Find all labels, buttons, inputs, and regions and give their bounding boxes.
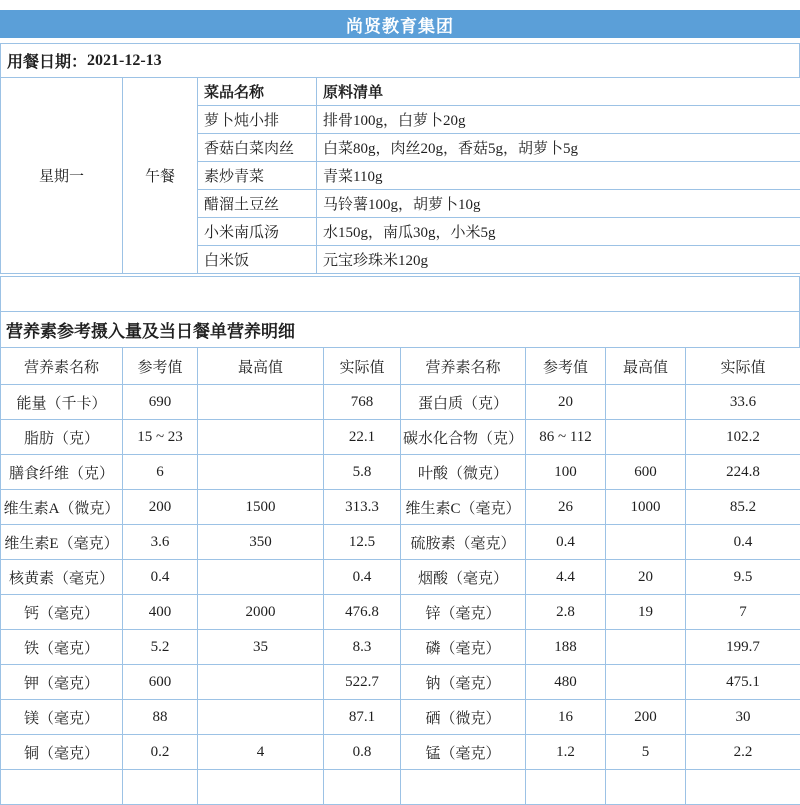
reference-value-cell: 26	[526, 490, 606, 525]
max-value-cell: 4	[198, 735, 324, 770]
max-value-cell	[606, 385, 686, 420]
table-row	[1, 735, 800, 770]
nutrient-name-header: 营养素名称	[1, 348, 123, 385]
reference-value-cell: 4.4	[526, 560, 606, 595]
dish-name-cell: 萝卜炖小排	[198, 106, 317, 134]
nutrient-name-cell: 维生素A（微克）	[1, 490, 123, 525]
reference-value-header: 参考值	[526, 348, 606, 385]
actual-value-cell: 224.8	[686, 455, 800, 490]
nutrient-name-cell: 烟酸（毫克）	[401, 560, 526, 595]
actual-value-cell: 5.8	[324, 455, 401, 490]
actual-value-cell: 313.3	[324, 490, 401, 525]
actual-value-cell: 0.4	[324, 560, 401, 595]
reference-value-cell: 6	[123, 455, 198, 490]
actual-value-cell: 199.7	[686, 630, 800, 665]
menu-header-row	[1, 78, 800, 106]
max-value-cell: 1500	[198, 490, 324, 525]
nutrient-name-cell: 膳食纤维（克）	[1, 455, 123, 490]
table-row	[1, 385, 800, 420]
menu-table	[0, 77, 800, 274]
ingredients-cell: 青菜110g	[317, 162, 800, 190]
actual-value-cell: 475.1	[686, 665, 800, 700]
max-value-cell	[198, 420, 324, 455]
table-row	[1, 630, 800, 665]
reference-value-cell: 3.6	[123, 525, 198, 560]
actual-value-cell: 12.5	[324, 525, 401, 560]
table-row	[1, 665, 800, 700]
actual-value-cell: 9.5	[686, 560, 800, 595]
table-row	[1, 595, 800, 630]
nutrient-name-cell: 铁（毫克）	[1, 630, 123, 665]
meal-date-label: 用餐日期：	[7, 49, 87, 72]
reference-value-cell: 88	[123, 700, 198, 735]
reference-value-cell: 16	[526, 700, 606, 735]
nutrition-section-title	[0, 311, 800, 348]
ingredients-cell: 白菜80g，肉丝20g，香菇5g，胡萝卜5g	[317, 134, 800, 162]
nutrient-name-cell: 钙（毫克）	[1, 595, 123, 630]
day-cell: 星期一	[1, 78, 123, 274]
nutrient-name-cell: 硫胺素（毫克）	[401, 525, 526, 560]
max-value-cell	[606, 525, 686, 560]
nutrition-section-title-text: 营养素参考摄入量及当日餐单营养明细	[6, 317, 295, 342]
table-row	[1, 490, 800, 525]
max-value-cell: 5	[606, 735, 686, 770]
actual-value-cell: 85.2	[686, 490, 800, 525]
max-value-cell	[606, 630, 686, 665]
nutrient-name-cell: 锌（毫克）	[401, 595, 526, 630]
reference-value-cell: 400	[123, 595, 198, 630]
ingredients-cell: 元宝珍珠米120g	[317, 246, 800, 274]
actual-value-cell: 33.6	[686, 385, 800, 420]
nutrient-name-cell: 钾（毫克）	[1, 665, 123, 700]
max-value-header: 最高值	[198, 348, 324, 385]
meal-date-row	[0, 43, 800, 78]
actual-value-cell: 8.3	[324, 630, 401, 665]
nutrition-table	[0, 347, 800, 805]
nutrient-name-cell: 锰（毫克）	[401, 735, 526, 770]
nutrient-name-cell: 磷（毫克）	[401, 630, 526, 665]
reference-value-cell: 480	[526, 665, 606, 700]
nutrition-header-row	[1, 348, 800, 385]
dish-name-cell: 白米饭	[198, 246, 317, 274]
ingredients-header: 原料清单	[317, 78, 800, 106]
company-title-bar	[0, 10, 800, 38]
actual-value-cell: 30	[686, 700, 800, 735]
nutrient-name-cell: 铜（毫克）	[1, 735, 123, 770]
dish-name-cell: 素炒青菜	[198, 162, 317, 190]
clipped-partial-row	[1, 770, 800, 805]
nutrition-table-body	[1, 385, 800, 770]
nutrient-name-cell: 钠（毫克）	[401, 665, 526, 700]
meal-date-value: 2021-12-13	[87, 52, 162, 70]
actual-value-header: 实际值	[686, 348, 800, 385]
empty-spacer-row	[0, 276, 800, 312]
max-value-header: 最高值	[606, 348, 686, 385]
reference-value-header: 参考值	[123, 348, 198, 385]
max-value-cell: 200	[606, 700, 686, 735]
max-value-cell	[198, 560, 324, 595]
table-row	[1, 560, 800, 595]
max-value-cell: 350	[198, 525, 324, 560]
actual-value-cell: 7	[686, 595, 800, 630]
reference-value-cell: 15 ~ 23	[123, 420, 198, 455]
nutrient-name-cell: 脂肪（克）	[1, 420, 123, 455]
nutrient-name-cell: 叶酸（微克）	[401, 455, 526, 490]
nutrient-name-cell: 碳水化合物（克）	[401, 420, 526, 455]
company-title: 尚贤教育集团	[346, 12, 454, 37]
actual-value-cell: 476.8	[324, 595, 401, 630]
nutrient-name-cell: 能量（千卡）	[1, 385, 123, 420]
reference-value-cell: 2.8	[526, 595, 606, 630]
nutrient-name-cell: 核黄素（毫克）	[1, 560, 123, 595]
max-value-cell: 2000	[198, 595, 324, 630]
max-value-cell	[198, 385, 324, 420]
reference-value-cell: 1.2	[526, 735, 606, 770]
table-row	[1, 525, 800, 560]
table-row	[1, 420, 800, 455]
max-value-cell: 600	[606, 455, 686, 490]
nutrient-name-cell: 硒（微克）	[401, 700, 526, 735]
actual-value-cell: 0.4	[686, 525, 800, 560]
reference-value-cell: 86 ~ 112	[526, 420, 606, 455]
max-value-cell: 1000	[606, 490, 686, 525]
dish-name-cell: 小米南瓜汤	[198, 218, 317, 246]
actual-value-cell: 768	[324, 385, 401, 420]
actual-value-cell: 22.1	[324, 420, 401, 455]
nutrient-name-cell: 蛋白质（克）	[401, 385, 526, 420]
max-value-cell	[606, 420, 686, 455]
reference-value-cell: 200	[123, 490, 198, 525]
max-value-cell	[198, 665, 324, 700]
max-value-cell	[198, 700, 324, 735]
nutrient-name-cell: 维生素C（毫克）	[401, 490, 526, 525]
ingredients-cell: 水150g，南瓜30g，小米5g	[317, 218, 800, 246]
reference-value-cell: 5.2	[123, 630, 198, 665]
dish-name-header: 菜品名称	[198, 78, 317, 106]
menu-table-body	[1, 78, 800, 274]
max-value-cell: 19	[606, 595, 686, 630]
table-row	[1, 700, 800, 735]
max-value-cell: 20	[606, 560, 686, 595]
reference-value-cell: 188	[526, 630, 606, 665]
ingredients-cell: 排骨100g，白萝卜20g	[317, 106, 800, 134]
reference-value-cell: 0.4	[123, 560, 198, 595]
table-row	[1, 455, 800, 490]
reference-value-cell: 20	[526, 385, 606, 420]
reference-value-cell: 690	[123, 385, 198, 420]
reference-value-cell: 0.4	[526, 525, 606, 560]
actual-value-cell: 0.8	[324, 735, 401, 770]
actual-value-cell: 87.1	[324, 700, 401, 735]
nutrient-name-header: 营养素名称	[401, 348, 526, 385]
actual-value-cell: 2.2	[686, 735, 800, 770]
meal-cell: 午餐	[123, 78, 198, 274]
nutrient-name-cell: 维生素E（毫克）	[1, 525, 123, 560]
dish-name-cell: 香菇白菜肉丝	[198, 134, 317, 162]
max-value-cell	[606, 665, 686, 700]
actual-value-header: 实际值	[324, 348, 401, 385]
dish-name-cell: 醋溜土豆丝	[198, 190, 317, 218]
reference-value-cell: 0.2	[123, 735, 198, 770]
nutrient-name-cell: 镁（毫克）	[1, 700, 123, 735]
reference-value-cell: 600	[123, 665, 198, 700]
actual-value-cell: 522.7	[324, 665, 401, 700]
actual-value-cell: 102.2	[686, 420, 800, 455]
ingredients-cell: 马铃薯100g，胡萝卜10g	[317, 190, 800, 218]
max-value-cell: 35	[198, 630, 324, 665]
reference-value-cell: 100	[526, 455, 606, 490]
max-value-cell	[198, 455, 324, 490]
